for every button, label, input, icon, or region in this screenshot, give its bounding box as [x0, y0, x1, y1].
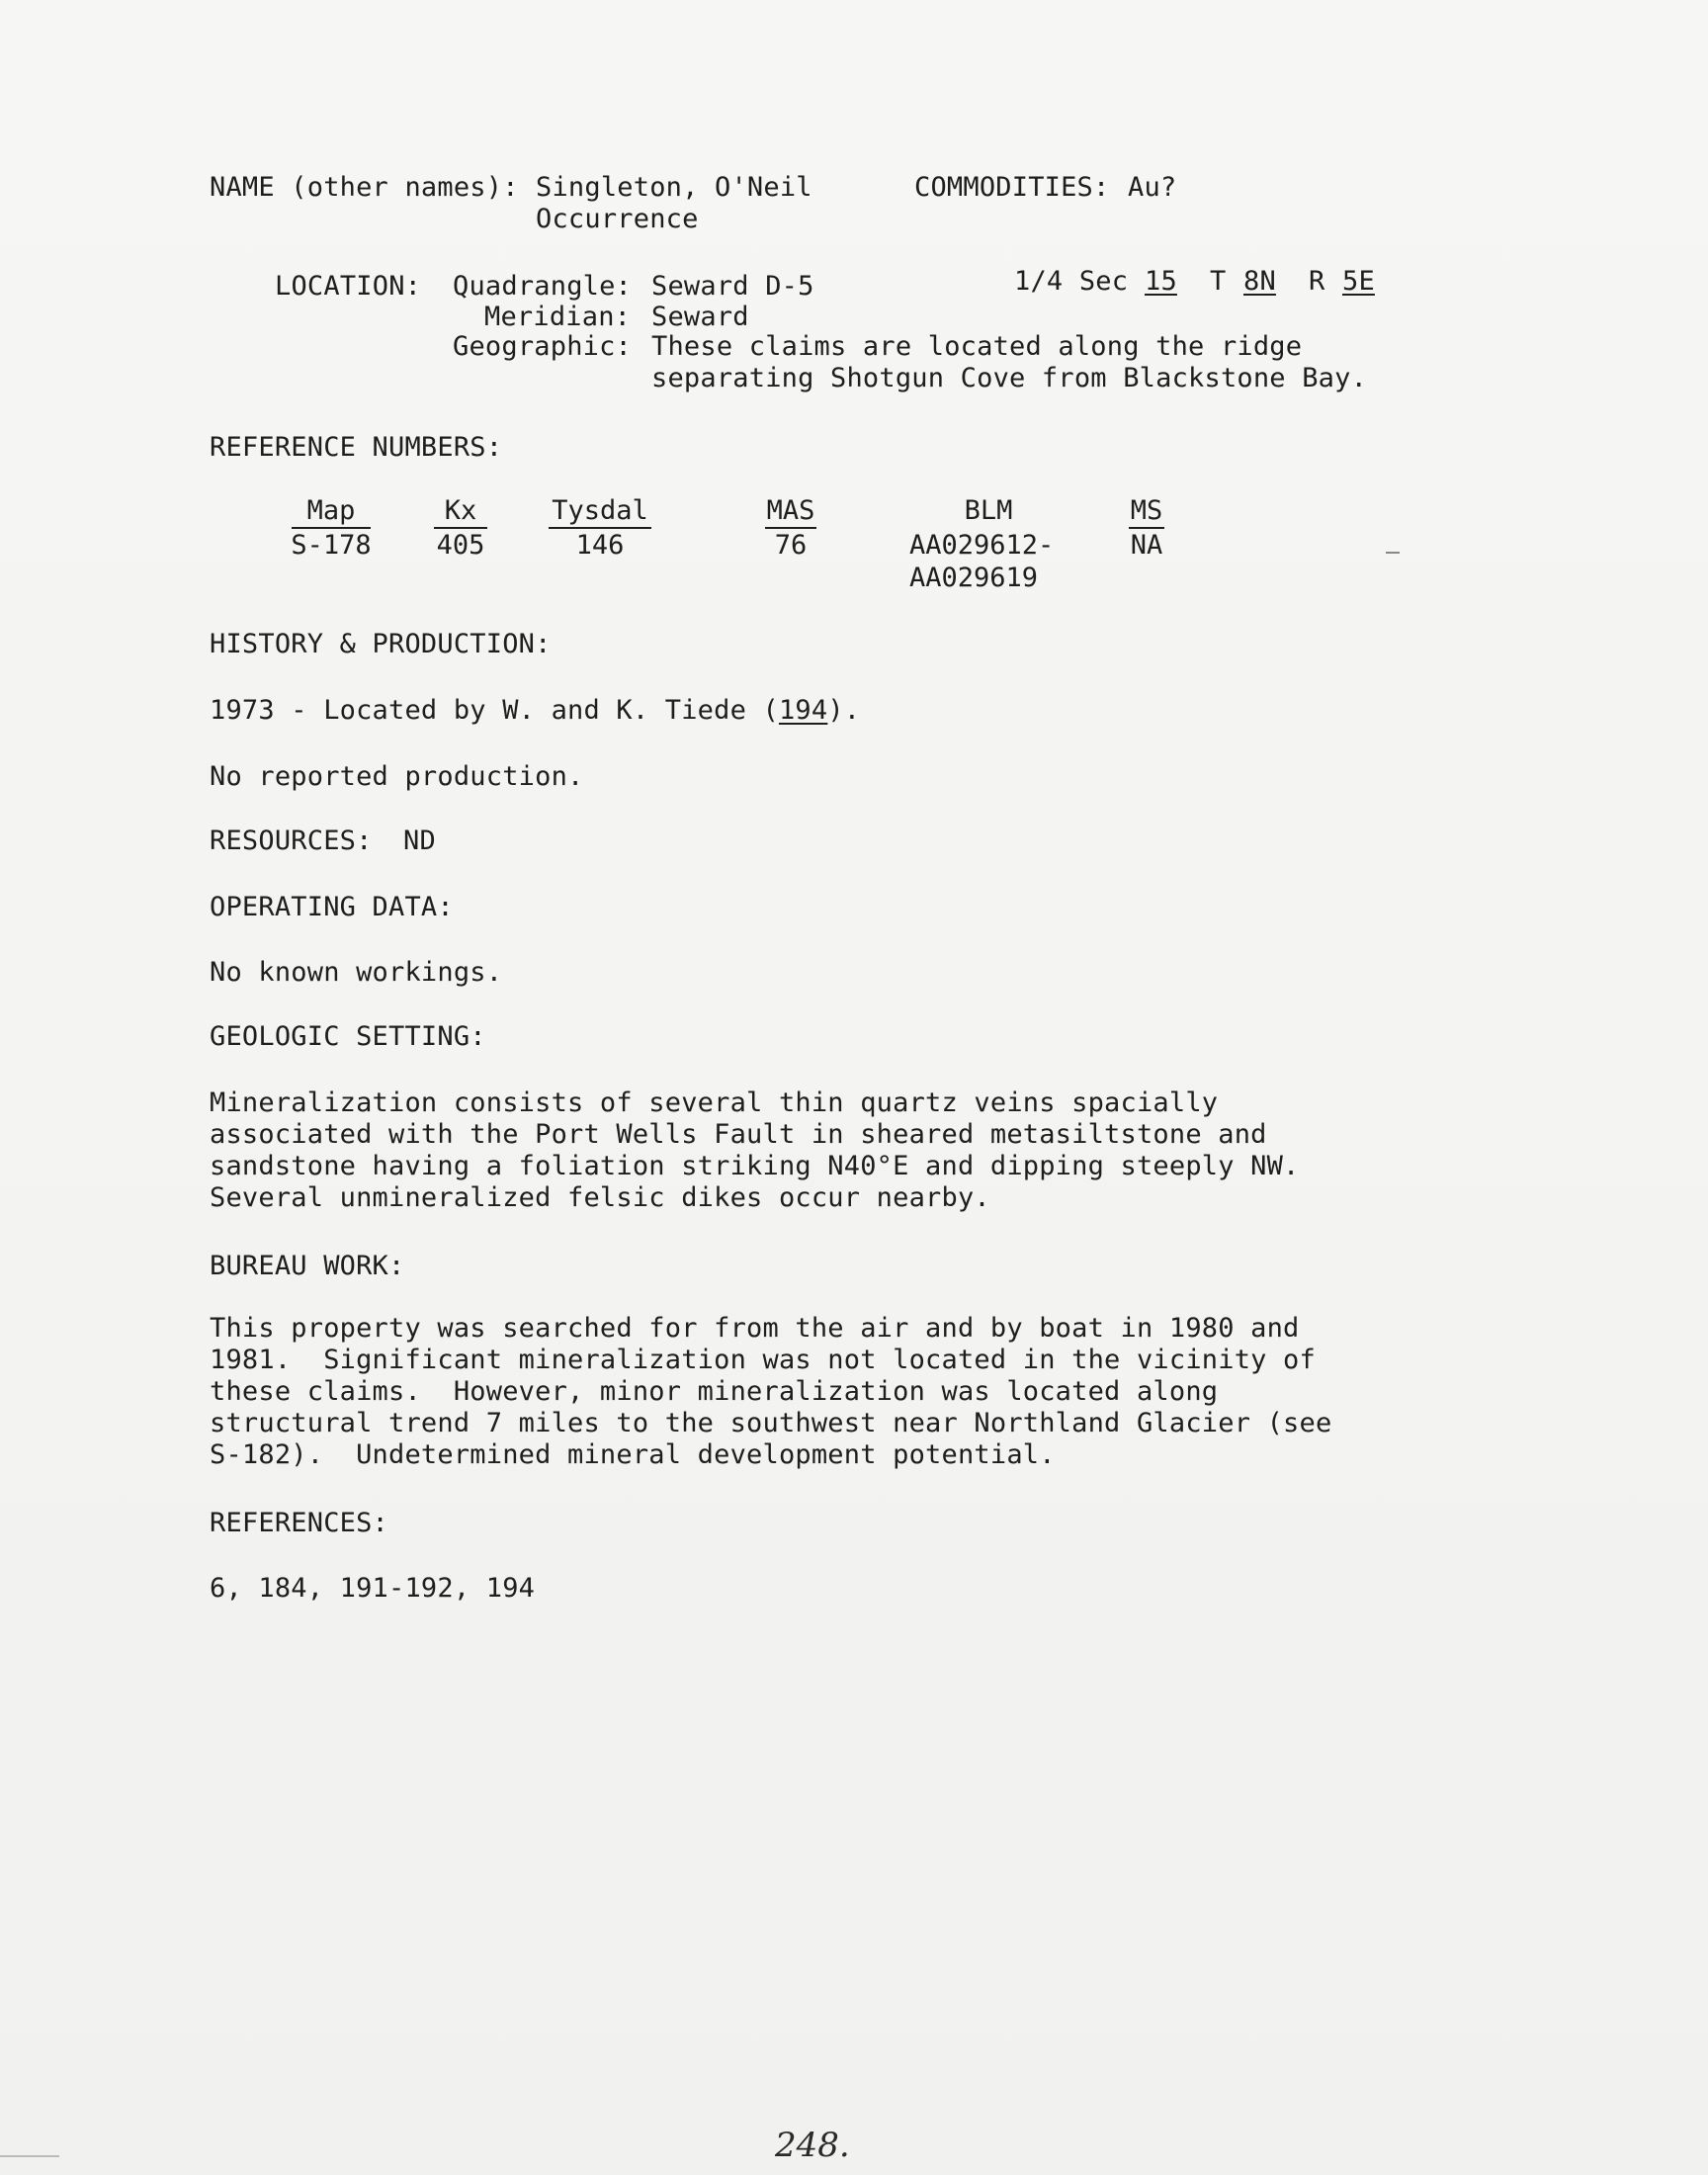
- resources-label: RESOURCES:: [210, 826, 373, 856]
- sec-value: 15: [1145, 266, 1177, 297]
- history-line-1: [210, 694, 860, 727]
- meridian-value: Seward: [651, 302, 749, 332]
- bureau-line-4: structural trend 7 miles to the southwest near Northland Glacier (see: [210, 1408, 1332, 1438]
- history-line-2: No reported production.: [210, 761, 584, 792]
- resources-value: ND: [403, 826, 436, 856]
- ref-col-map: [287, 494, 376, 562]
- name-value-1: Singleton, O'Neil: [536, 172, 812, 203]
- name-label: NAME (other names):: [210, 172, 519, 203]
- ref-col-ms: [1125, 494, 1168, 562]
- ref-value-blm-1: AA029612-: [909, 530, 1055, 561]
- commodities-value: Au?: [1128, 172, 1177, 203]
- references-heading: REFERENCES:: [210, 1508, 389, 1538]
- name-value-2: Occurrence: [536, 204, 699, 234]
- geographic-label: Geographic:: [453, 331, 633, 362]
- geographic-line-1: These claims are located along the ridge: [651, 331, 1303, 362]
- scan-edge: [0, 2155, 59, 2157]
- ref-header-mas: MAS: [766, 495, 815, 526]
- geographic-line-2: separating Shotgun Cove from Blackstone Bay.: [651, 363, 1368, 393]
- geologic-heading: GEOLOGIC SETTING:: [210, 1021, 486, 1052]
- commodities-label: COMMODITIES:: [914, 172, 1110, 203]
- ref-value-blm-2: AA029619: [909, 563, 1039, 593]
- r-value: 5E: [1342, 266, 1375, 297]
- operating-heading: OPERATING DATA:: [210, 892, 454, 922]
- page-number: 248.: [775, 2126, 850, 2165]
- sec-prefix: 1/4 Sec: [1014, 266, 1129, 297]
- bureau-line-2: 1981. Significant mineralization was not located in the vicinity of: [210, 1345, 1316, 1375]
- bureau-line-5: S-182). Undetermined mineral development potential.: [210, 1439, 1056, 1470]
- r-label: R: [1309, 266, 1325, 297]
- ref-header-blm: BLM: [964, 495, 1013, 526]
- t-value: 8N: [1243, 266, 1276, 297]
- ref-value-map: S-178: [291, 530, 372, 561]
- ref-col-blm: [909, 494, 1068, 594]
- ref-value-mas: 76: [774, 530, 808, 561]
- ref-col-kx: [431, 494, 490, 562]
- ref-header-ms: MS: [1130, 495, 1163, 526]
- history-ref: 194: [778, 695, 828, 726]
- ref-col-mas: [761, 494, 820, 562]
- reference-numbers-heading: REFERENCE NUMBERS:: [210, 432, 503, 463]
- geologic-line-4: Several unmineralized felsic dikes occur nearby.: [210, 1182, 990, 1213]
- t-label: T: [1210, 266, 1227, 297]
- ref-value-tysdal: 146: [575, 530, 625, 561]
- bureau-line-1: This property was searched for from the air and by boat in 1980 and: [210, 1313, 1300, 1344]
- scan-mark: [1386, 552, 1400, 554]
- history-heading: HISTORY & PRODUCTION:: [210, 629, 552, 659]
- location-label: LOCATION:: [275, 271, 422, 302]
- history-line-1-pre: 1973 - Located by W. and K. Tiede (: [210, 695, 779, 726]
- ref-header-kx: Kx: [444, 495, 477, 526]
- ref-value-kx: 405: [436, 530, 485, 561]
- meridian-label: Meridian:: [484, 302, 632, 332]
- history-line-1-post: ).: [827, 695, 861, 726]
- ref-header-map: Map: [306, 495, 356, 526]
- quadrangle-label: Quadrangle:: [453, 271, 633, 302]
- ref-header-tysdal: Tysdal: [552, 495, 648, 526]
- ref-value-ms: NA: [1130, 530, 1163, 561]
- geologic-line-3: sandstone having a foliation striking N40°E and dipping steeply NW.: [210, 1151, 1300, 1181]
- references-value: 6, 184, 191-192, 194: [210, 1573, 536, 1604]
- quadrangle-value: Seward D-5: [651, 271, 814, 302]
- geologic-line-1: Mineralization consists of several thin quartz veins spacially: [210, 1088, 1219, 1118]
- bureau-line-3: these claims. However, minor mineralization was located along: [210, 1376, 1219, 1407]
- operating-text: No known workings.: [210, 957, 503, 988]
- bureau-heading: BUREAU WORK:: [210, 1251, 405, 1281]
- geologic-line-2: associated with the Port Wells Fault in sheared metasiltstone and: [210, 1119, 1267, 1150]
- ref-col-tysdal: [546, 494, 654, 562]
